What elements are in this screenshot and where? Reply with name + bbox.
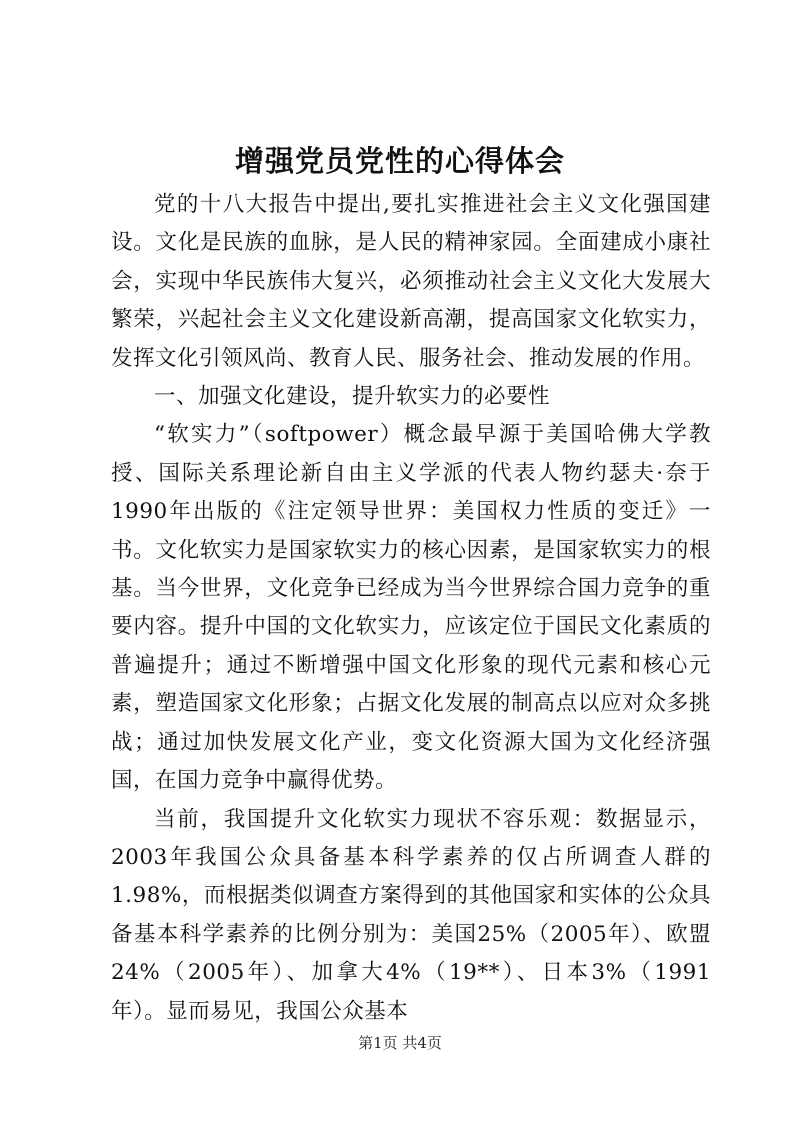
page-number-footer: 第1页 共4页 [358, 1034, 442, 1052]
document-body [111, 186, 711, 1031]
document-title: 增强党员党性的心得体会 [234, 144, 565, 178]
paragraph-soft-power: “软实力”（softpower）概念最早源于美国哈佛大学教授、国际关系理论新自由主义学派的代表人物约瑟夫·奈于1990年出版的《注定领导世界：美国权力性质的变迁》一书。文化软实力是国家软实力的核心因素，是国家软实力的根基。当今世界，文化竞争已经成为当今世界综合国力竞争的重要内容。提升中国的文化软实力，应该定位于国民文化素质的普遍提升；通过不断增强中国文化形象的现代元素和核心元素，塑造国家文化形象；占据文化发展的制高点以应对众多挑战；通过加快发展文化产业，变文化资源大国为文化经济强国，在国力竞争中赢得优势。 [111, 422, 711, 794]
section-heading: 一、加强文化建设，提升软实力的必要性 [154, 384, 551, 410]
paragraph-current-status: 当前，我国提升文化软实力现状不容乐观：数据显示，2003年我国公众具备基本科学素养的仅占所调查人群的1.98%，而根据类似调查方案得到的其他国家和实体的公众具备基本科学素养的比例分别为：美国25%（2005年）、欧盟24%（2005年）、加拿大4%（19**）、日本3%（1991年）。显而易见，我国公众基本 [111, 806, 711, 1024]
paragraph-intro: 党的十八大报告中提出,要扎实推进社会主义文化强国建设。文化是民族的血脉，是人民的精神家园。全面建成小康社会，实现中华民族伟大复兴，必须推动社会主义文化大发展大繁荣，兴起社会主义文化建设新高潮，提高国家文化软实力，发挥文化引领风尚、教育人民、服务社会、推动发展的作用。 [111, 192, 711, 371]
